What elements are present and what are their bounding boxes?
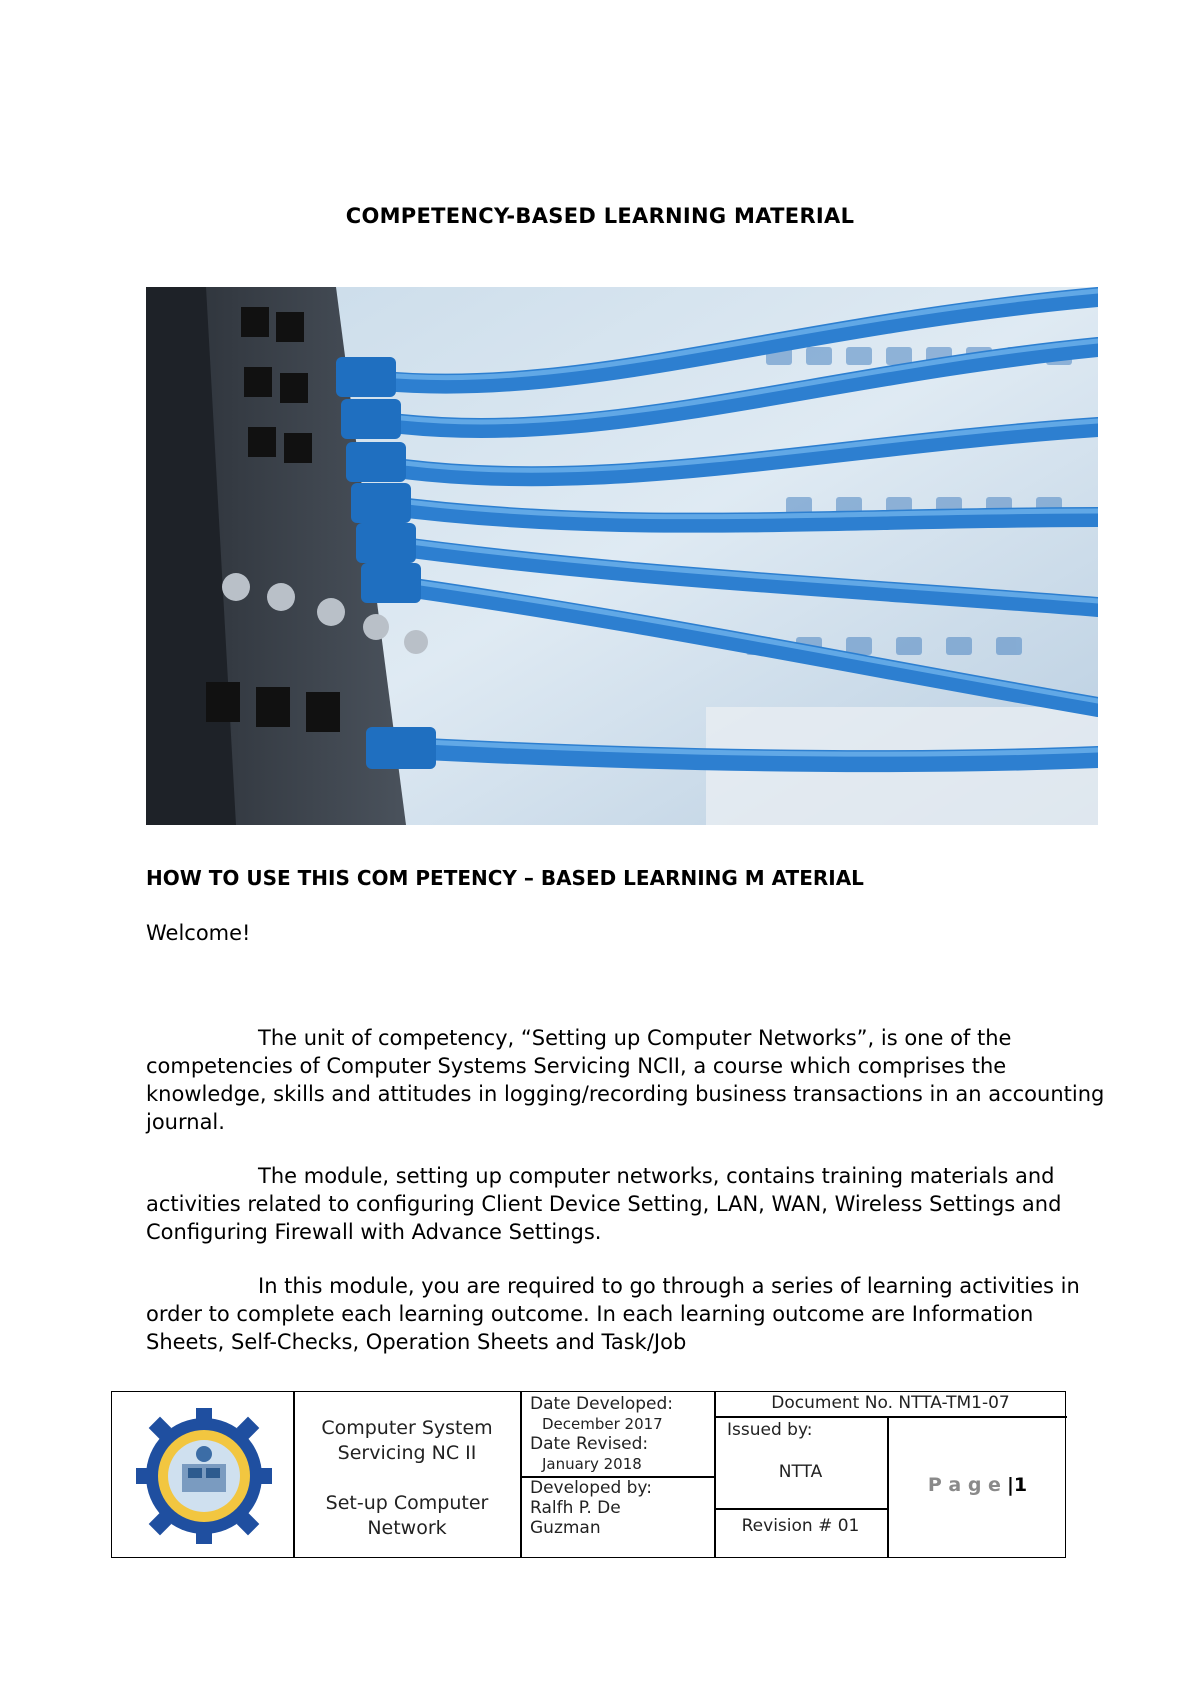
document-number: Document No. NTTA-TM1-07 <box>771 1393 1010 1413</box>
institution-logo <box>134 1406 274 1546</box>
developer-name-line1: Ralfh P. De <box>530 1498 621 1518</box>
paragraph-learning-activities: In this module, you are required to go through a series of learning activities in order to complete each learning outcome. In each learning outcome are Information Sheets, Self-Checks, Operation Sheets and Task/Job <box>146 1274 1080 1354</box>
date-developed-value: December 2017 <box>542 1415 663 1433</box>
course-name-line2: Servicing NC II <box>337 1442 477 1464</box>
revision-number: Revision # 01 <box>741 1516 860 1536</box>
issued-by-label: Issued by: <box>727 1420 813 1440</box>
page-number: 1 <box>1013 1474 1028 1496</box>
page-separator: | <box>1006 1474 1014 1496</box>
paragraph-module-description: The module, setting up computer networks, contains training materials and activities related to configuring Client Device Setting, LAN, WAN, Wireless Settings and Configuring Firewall with Advance Settings. <box>146 1164 1062 1244</box>
page-label: P a g e <box>927 1474 1001 1496</box>
date-revised-label: Date Revised: <box>530 1434 649 1454</box>
section-heading: HOW TO USE THIS COM PETENCY – BASED LEARNING M ATERIAL <box>146 866 864 890</box>
paragraph-unit-of-competency: The unit of competency, “Setting up Computer Networks”, is one of the competencies of Computer Systems Servicing NCII, a course which comprises the knowledge, skills and attitudes in logging/recording business transactions in an accounting journal. <box>146 1026 1105 1134</box>
welcome-text: Welcome! <box>146 921 251 945</box>
issued-by-value: NTTA <box>778 1462 823 1482</box>
module-name-line2: Network <box>367 1517 447 1539</box>
date-revised-value: January 2018 <box>542 1455 642 1473</box>
developed-by-label: Developed by: <box>530 1478 652 1498</box>
document-title: COMPETENCY-BASED LEARNING MATERIAL <box>345 204 855 228</box>
network-cables-photo <box>146 287 1098 825</box>
document-footer-table <box>111 1391 1066 1558</box>
developer-name-line2: Guzman <box>530 1518 601 1538</box>
course-name-line1: Computer System <box>321 1417 493 1439</box>
date-developed-label: Date Developed: <box>530 1394 673 1414</box>
module-name-line1: Set-up Computer <box>325 1492 489 1514</box>
